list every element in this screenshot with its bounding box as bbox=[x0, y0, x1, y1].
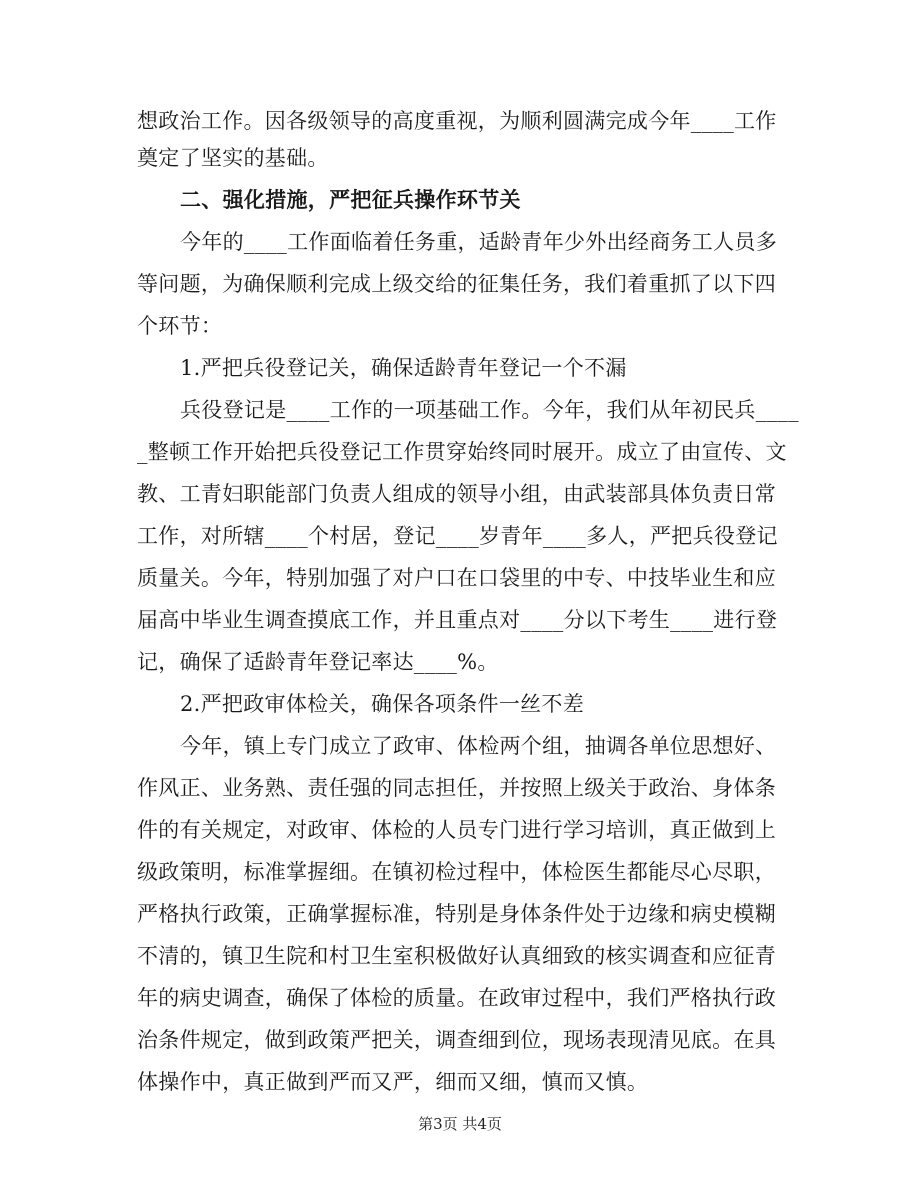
paragraph-line: 兵役登记是____工作的一项基础工作。今年，我们从年初民兵____ bbox=[180, 398, 799, 422]
paragraph-line: 工作，对所辖____个村居，登记____岁青年____多人，严把兵役登记 bbox=[137, 524, 778, 548]
page-number-footer: 第3页 共4页 bbox=[418, 1115, 502, 1133]
paragraph-line: 届高中毕业生调查摸底工作，并且重点对____分以下考生____进行登 bbox=[137, 608, 778, 632]
paragraph-line: _整顿工作开始把兵役登记工作贯穿始终同时展开。成立了由宣传、文 bbox=[137, 440, 787, 464]
paragraph-line: 治条件规定，做到政策严把关，调查细到位，现场表现清见底。在具 bbox=[137, 1028, 776, 1052]
paragraph-line: 想政治工作。因各级领导的高度重视，为顺利圆满完成今年____工作 bbox=[137, 109, 777, 133]
paragraph-line: 教、工青妇职能部门负责人组成的领导小组，由武装部具体负责日常 bbox=[137, 482, 776, 506]
paragraph-line: 奠定了坚实的基础。 bbox=[137, 146, 329, 170]
paragraph-line: 不清的，镇卫生院和村卫生室积极做好认真细致的核实调查和应征青 bbox=[137, 944, 776, 968]
paragraph-line: 今年，镇上专门成立了政审、体检两个组，抽调各单位思想好、 bbox=[180, 734, 777, 758]
paragraph-line: 严格执行政策，正确掌握标准，特别是身体条件处于边缘和病史模糊 bbox=[137, 902, 776, 926]
paragraph-line: 个环节： bbox=[137, 314, 223, 338]
paragraph-line: 体操作中，真正做到严而又严，细而又细，慎而又慎。 bbox=[137, 1070, 649, 1094]
paragraph-line: 年的病史调查，确保了体检的质量。在政审过程中，我们严格执行政 bbox=[137, 986, 776, 1010]
section-heading: 二、强化措施，严把征兵操作环节关 bbox=[180, 187, 521, 212]
paragraph-line: 等问题，为确保顺利完成上级交给的征集任务，我们着重抓了以下四 bbox=[137, 272, 776, 296]
subsection-heading: 1.严把兵役登记关，确保适龄青年登记一个不漏 bbox=[180, 356, 627, 380]
paragraph-line: 质量关。今年，特别加强了对户口在口袋里的中专、中技毕业生和应 bbox=[137, 566, 776, 590]
paragraph-line: 今年的____工作面临着任务重，适龄青年少外出经商务工人员多 bbox=[180, 230, 777, 254]
paragraph-line: 作风正、业务熟、责任强的同志担任，并按照上级关于政治、身体条 bbox=[137, 776, 776, 800]
paragraph-line: 级政策明，标准掌握细。在镇初检过程中，体检医生都能尽心尽职， bbox=[137, 860, 776, 884]
paragraph-line: 件的有关规定，对政审、体检的人员专门进行学习培训，真正做到上 bbox=[137, 818, 776, 842]
subsection-heading: 2.严把政审体检关，确保各项条件一丝不差 bbox=[180, 692, 585, 716]
paragraph-line: 记，确保了适龄青年登记率达____%。 bbox=[137, 650, 499, 674]
